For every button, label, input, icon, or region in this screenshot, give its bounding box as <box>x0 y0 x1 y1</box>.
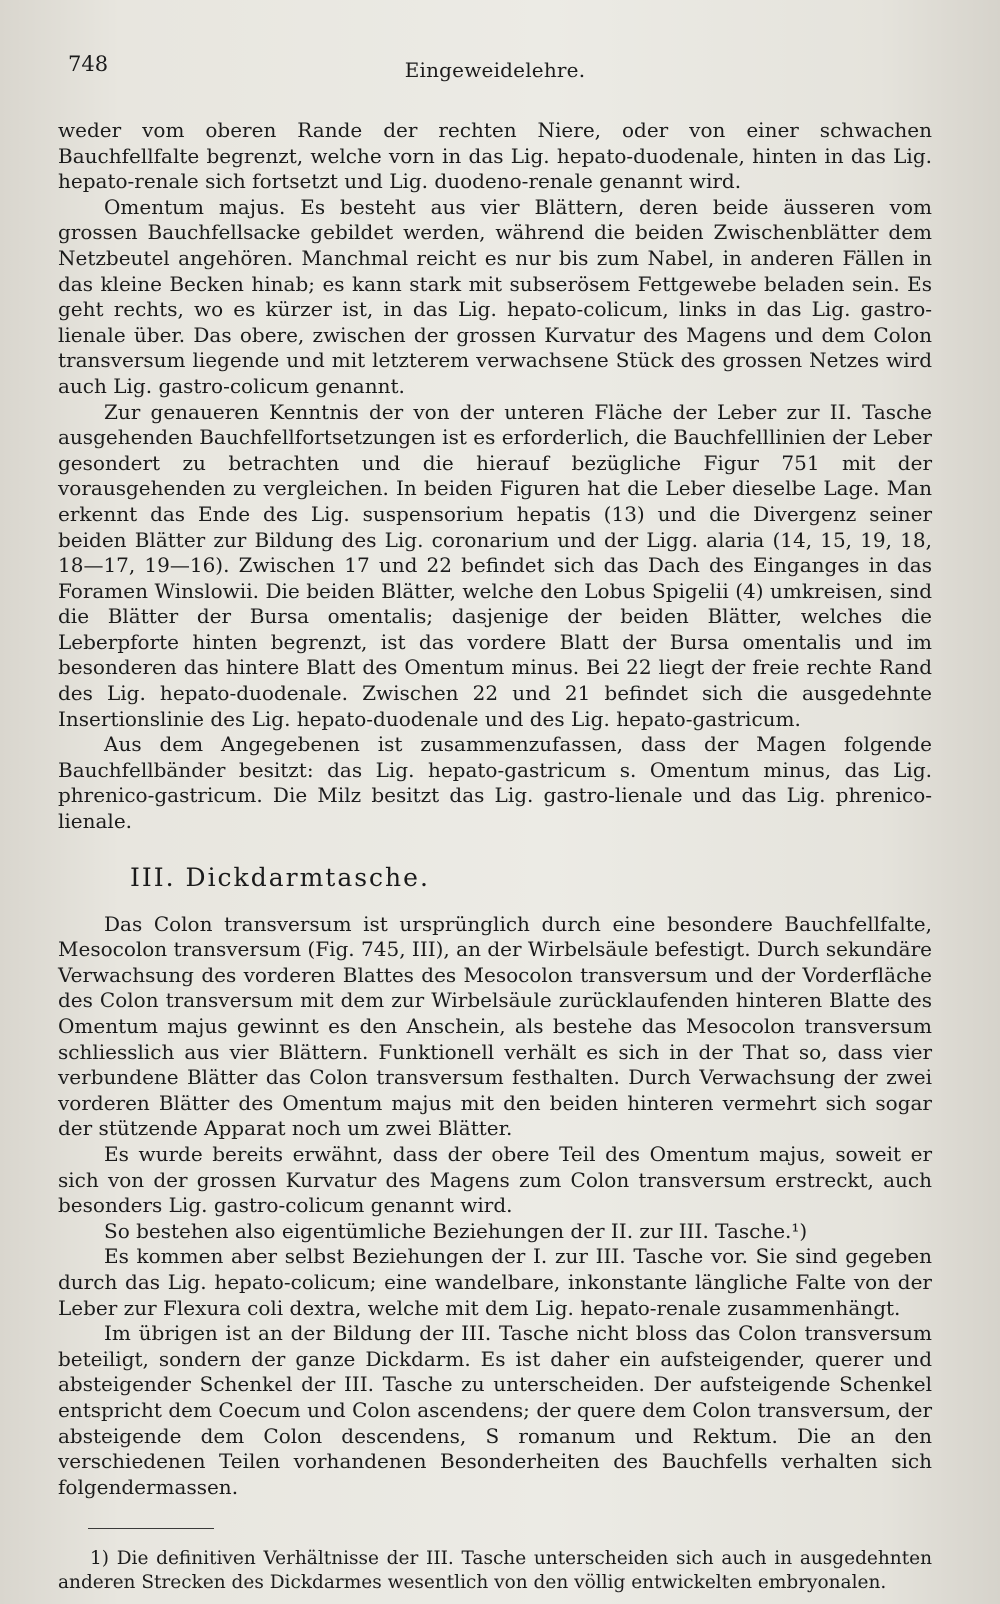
paragraph-continuation: weder vom oberen Rande der rechten Niere, oder von einer schwachen Bauchfellfalte begrenzt, welche vorn in das Lig. hepato-duodenale, hinten in das Lig. hepato-renale sich fortsetzt und Lig. duodeno-renale genannt wird. <box>58 118 932 194</box>
paragraph-liver-peritoneum: Zur genaueren Kenntnis der von der unteren Fläche der Leber zur II. Tasche ausgehenden Bauchfellfortsetzungen ist es erforderlich, die Bauchfelllinien der Leber gesondert zu betrachten und die hierauf bezügliche Figur 751 mit der vorausgehenden zu vergleichen. In beiden Figuren hat die Leber dieselbe Lage. Man erkennt das Ende des Lig. suspensorium hepatis (13) und die Divergenz seiner beiden Blätter zur Bildung des Lig. coronarium und der Ligg. alaria (14, 15, 19, 18, 18—17, 19—16). Zwischen 17 und 22 befindet sich das Dach des Einganges in das Foramen Winslowii. Die beiden Blätter, welche den Lobus Spigelii (4) umkreisen, sind die Blätter der Bursa omentalis; dasjenige der beiden Blätter, welches die Leberpforte hinten begrenzt, ist das vordere Blatt der Bursa omentalis und im besonderen das hintere Blatt des Omentum minus. Bei 22 liegt der freie rechte Rand des Lig. hepato-duodenale. Zwischen 22 und 21 befindet sich die ausgedehnte Insertionslinie des Lig. hepato-duodenale und des Lig. hepato-gastricum. <box>58 399 932 731</box>
paragraph-large-intestine: Im übrigen ist an der Bildung der III. Tasche nicht bloss das Colon transversum beteiligt, sondern der ganze Dickdarm. Es ist daher ein aufsteigender, querer und absteigender Schenkel der III. Tasche zu unterscheiden. Der aufsteigende Schenkel entspricht dem Coecum und Colon ascendens; der quere dem Colon transversum, der absteigende dem Colon descendens, S romanum und Rektum. Die an den verschiedenen Teilen vorhandenen Besonderheiten des Bauchfells verhalten sich folgendermassen. <box>58 1321 932 1499</box>
footnote: 1) Die definitiven Verhältnisse der III. Tasche unterscheiden sich auch in ausgedehnten anderen Strecken des Dickdarmes wesentlich von den völlig entwickelten embryonalen. <box>58 1548 932 1594</box>
paragraph-summary-ligaments: Aus dem Angegebenen ist zusammenzufassen, dass der Magen folgende Bauchfellbänder besitzt: das Lig. hepato-gastricum s. Omentum minus, das Lig. phrenico-gastricum. Die Milz besitzt das Lig. gastro-lienale und das Lig. phrenico-lienale. <box>58 732 932 834</box>
running-title: Eingeweidelehre. <box>404 58 586 82</box>
paragraph-gastro-colicum: Es wurde bereits erwähnt, dass der obere Teil des Omentum majus, soweit er sich von der grossen Kurvatur des Magens zum Colon transversum erstreckt, auch besonders Lig. gastro-colicum genannt wird. <box>58 1141 932 1218</box>
section-heading: III. Dickdarmtasche. <box>130 862 430 892</box>
paragraph-hepato-colicum: Es kommen aber selbst Beziehungen der I. zur III. Tasche vor. Sie sind gegeben durch das Lig. hepato-colicum; eine wandelbare, inkonstante längliche Falte von der Leber zur Flexura coli dextra, welche mit dem Lig. hepato-renale zusammenhängt. <box>58 1244 932 1320</box>
running-head <box>58 44 932 84</box>
page-number: 748 <box>68 52 109 76</box>
paragraph-relations: So bestehen also eigentümliche Beziehungen der II. zur III. Tasche.¹) <box>104 1218 808 1243</box>
footnote-rule <box>88 1528 214 1529</box>
paragraph-omentum-majus: Omentum majus. Es besteht aus vier Blättern, deren beide äusseren vom grossen Bauchfellsacke gebildet werden, während die beiden Zwischenblätter dem Netzbeutel angehören. Manchmal reicht es nur bis zum Nabel, in anderen Fällen in das kleine Becken hinab; es kann stark mit subserösem Fettgewebe beladen sein. Es geht rechts, wo es kürzer ist, in das Lig. hepato-colicum, links in das Lig. gastro-lienale über. Das obere, zwischen der grossen Kurvatur des Magens und dem Colon transversum liegende und mit letzterem verwachsene Stück des grossen Netzes wird auch Lig. gastro-colicum genannt. <box>58 194 932 398</box>
paragraph-colon-transversum: Das Colon transversum ist ursprünglich durch eine besondere Bauchfellfalte, Mesocolon transversum (Fig. 745, III), an der Wirbelsäule befestigt. Durch sekundäre Verwachsung des vorderen Blattes des Mesocolon transversum und der Vorderfläche des Colon transversum mit dem zur Wirbelsäule zurücklaufenden hinteren Blatte des Omentum majus gewinnt es den Anschein, als bestehe das Mesocolon transversum schliesslich aus vier Blättern. Funktionell verhält es sich in der That so, dass vier verbundene Blätter das Colon transversum festhalten. Durch Verwachsung der zwei vorderen Blätter des Omentum majus mit den beiden hinteren vermehrt sich sogar der stützende Apparat noch um zwei Blätter. <box>58 911 932 1141</box>
